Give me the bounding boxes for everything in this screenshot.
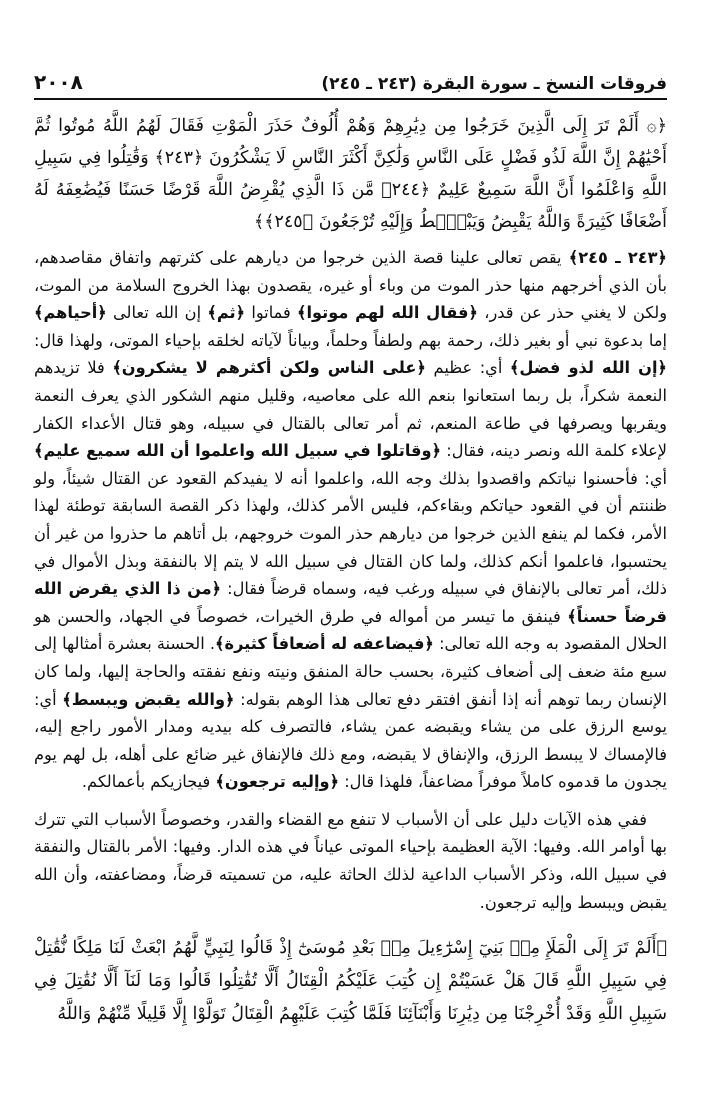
tafsir-paragraph xyxy=(34,244,667,796)
commentary-text: أي: فأحسنوا نياتكم واقصدوا بذلك وجه الله، واعلموا أنه لا يفيدكم القعود عن القتال شيئاً، ولو ظننتم أن في القعود حياتكم وبقاءكم، فليس الأمر كذلك، ولهذا ذكر القصة السابقة توطئة لهذا الأمر، فكما لم ينفع الذين خرجوا من ديارهم حذر الموت خروجهم، بل أتاهم ما حذروا من غير أن يحتسبوا، فاعلموا أنكم كذلك، ولما كان القتال في سبيل الله لا يتم إلا بالنفقة وبذل الأموال في ذلك، أمر تعالى بالإنفاق في سبيله ورغب فيه، وسماه قرضاً فقال: xyxy=(34,468,667,599)
quran-verse-block-next: ﴿أَلَمْ تَرَ إِلَى الْمَلَإِ مِنۢ بَنِيٓ إِسْرَٰٓءِيلَ مِنۢ بَعْدِ مُوسَىٰٓ إِذْ قَالُوا لِنَبِيٍّ لَّهُمُ ابْعَثْ لَنَا مَلِكًا نُّقَٰتِلْ فِي سَبِيلِ اللَّهِ قَالَ هَلْ عَسَيْتُمْ إِن كُتِبَ عَلَيْكُمُ الْقِتَالُ أَلَّا تُقَٰتِلُوا قَالُوا وَمَا لَنَآ أَلَّا نُقَٰتِلَ فِي سَبِيلِ اللَّهِ وَقَدْ أُخْرِجْنَا مِن دِيَٰرِنَا وَأَبْنَآئِنَا فَلَمَّا كُتِبَ عَلَيْهِمُ الْقِتَالُ تَوَلَّوْا إِلَّا قَلِيلًا مِّنْهُمْ وَاللَّهُ xyxy=(34,938,667,1025)
quoted-verse-fragment: ﴿أحياهم﴾ xyxy=(34,303,107,323)
commentary-text: إما بدعوة نبي أو بغير ذلك، رحمة بهم ولطفاً وحلماً، وبياناً لآياته لخلقه بإحياء الموتى، ولهذا قال: xyxy=(34,330,667,350)
quoted-verse-fragment: ﴿فيضاعفه له أضعافاً كثيرة﴾ xyxy=(215,634,434,654)
running-title: فروقات النسخ ـ سورة البقرة (٢٤٣ ـ ٢٤٥) xyxy=(321,74,667,94)
quoted-verse-fragment: ﴿والله يقبض ويبسط﴾ xyxy=(62,689,235,709)
page-body xyxy=(34,110,667,1031)
quoted-verse-fragment: ﴿٢٤٣ ـ ٢٤٥﴾ xyxy=(561,248,667,267)
quoted-verse-fragment: ﴿على الناس ولكن أكثرهم لا يشكرون﴾ xyxy=(112,358,426,378)
commentary-text: . الحسنة بعشرة أمثالها إلى سبع مئة ضعف إلى أضعاف كثيرة، بحسب حالة المنفق ونيته ونفع نفقته والحاجة إليها، ولما كان الإنسان ربما توهم أنه إذا أنفق افتقر دفع تعالى هذا الوهم بقوله: xyxy=(34,634,667,709)
tafsir-paragraph-conclusion: ففي هذه الآيات دليل على أن الأسباب لا تنفع مع القضاء والقدر، وخصوصاً الأسباب التي تترك بها أوامر الله. وفيها: الآية العظيمة بإحياء الموتى عياناً في هذه الدار. وفيها: الأمر بالقتال والنفقة في سبيل الله، وذكر الأسباب الداعية لذلك الحاثة عليه، من تسميته قرضاً، ومضاعفته، وأن الله يقبض ويبسط وإليه ترجعون. xyxy=(34,809,667,912)
quoted-verse-fragment: ﴿إن الله لذو فضل﴾ xyxy=(509,358,668,378)
commentary-text: يقص تعالى علينا قصة الذين خرجوا من ديارهم على كثرتهم واتفاق مقاصدهم، بأن الذي أخرجهم منها حذر الموت من وباء أو غيره، يقصدون بهذا الخروج السلامة من الموت، ولكن لا يغني حذر عن قدر، xyxy=(34,248,668,323)
page-header xyxy=(34,60,667,100)
commentary-text: فماتوا xyxy=(245,303,297,323)
quoted-verse-fragment: ﴿ثم﴾ xyxy=(207,303,246,323)
commentary-text: أي: يوسع الرزق على من يشاء ويقبضه عمن يشاء، فالتصرف كله بيديه ومدار الأمور راجع إليه، فالإمساك لا يبسط الرزق، والإنفاق لا يقبضه، ومع ذلك فالإنفاق غير ضائع على أهله، بل لهم يوم يجدون ما قدموه كاملاً موفراً مضاعفاً، فلهذا قال: xyxy=(34,689,667,792)
commentary-text: فيجازيكم بأعمالكم. xyxy=(81,772,216,792)
quoted-verse-fragment: ﴿فقال الله لهم موتوا﴾ xyxy=(296,303,479,323)
quoted-verse-fragment: ﴿من ذا الذي يقرض الله قرضاً حسناً﴾ xyxy=(34,579,667,626)
commentary-text: أي: عظيم xyxy=(425,358,510,378)
commentary-text: إن الله تعالى xyxy=(106,303,208,323)
page-number: ٢٠٠٨ xyxy=(34,70,83,94)
quoted-verse-fragment: ﴿وقاتلوا في سبيل الله واعلموا أن الله سميع عليم﴾ xyxy=(34,441,442,461)
commentary-text: فينفق ما تيسر من أمواله في طرق الخيرات، خصوصاً في الجهاد، والحسن هو الحلال المقصود به وجه الله تعالى: xyxy=(34,606,667,654)
quoted-verse-fragment: ﴿وإليه ترجعون﴾ xyxy=(215,772,340,792)
quran-verse-block: ﴿۞ أَلَمْ تَرَ إِلَى الَّذِينَ خَرَجُوا مِن دِيَٰرِهِمْ وَهُمْ أُلُوفٌ حَذَرَ الْمَوْتِ فَقَالَ لَهُمُ اللَّهُ مُوتُوا ثُمَّ أَحْيَٰهُمْ إِنَّ اللَّهَ لَذُو فَضْلٍ عَلَى النَّاسِ وَلَٰكِنَّ أَكْثَرَ النَّاسِ لَا يَشْكُرُونَ ﴿٢٤٣﴾ وَقَٰتِلُوا فِي سَبِيلِ اللَّهِ وَاعْلَمُوا أَنَّ اللَّهَ سَمِيعٌ عَلِيمٌ ﴿٢٤٤﴾ مَّن ذَا الَّذِي يُقْرِضُ اللَّهَ قَرْضًا حَسَنًا فَيُضَٰعِفَهُ لَهُ أَضْعَافًا كَثِيرَةً وَاللَّهُ يَقْبِضُ وَيَبْصُۜطُ وَإِلَيْهِ تُرْجَعُونَ ﴿٢٤٥﴾﴾ xyxy=(34,116,668,232)
commentary-text: فلا تزيدهم النعمة شكراً، بل ربما استعانوا بنعم الله على معاصيه، وقليل منهم الشكور الذي يعرف النعمة ويقربها ويصرفها في طاعة المنعم، ثم أمر تعالى بالقتال في سبيله، وهو قتال الأعداء الكفار لإعلاء كلمة الله ونصر دينه، فقال: xyxy=(34,358,667,461)
tafsir-commentary xyxy=(34,244,667,916)
